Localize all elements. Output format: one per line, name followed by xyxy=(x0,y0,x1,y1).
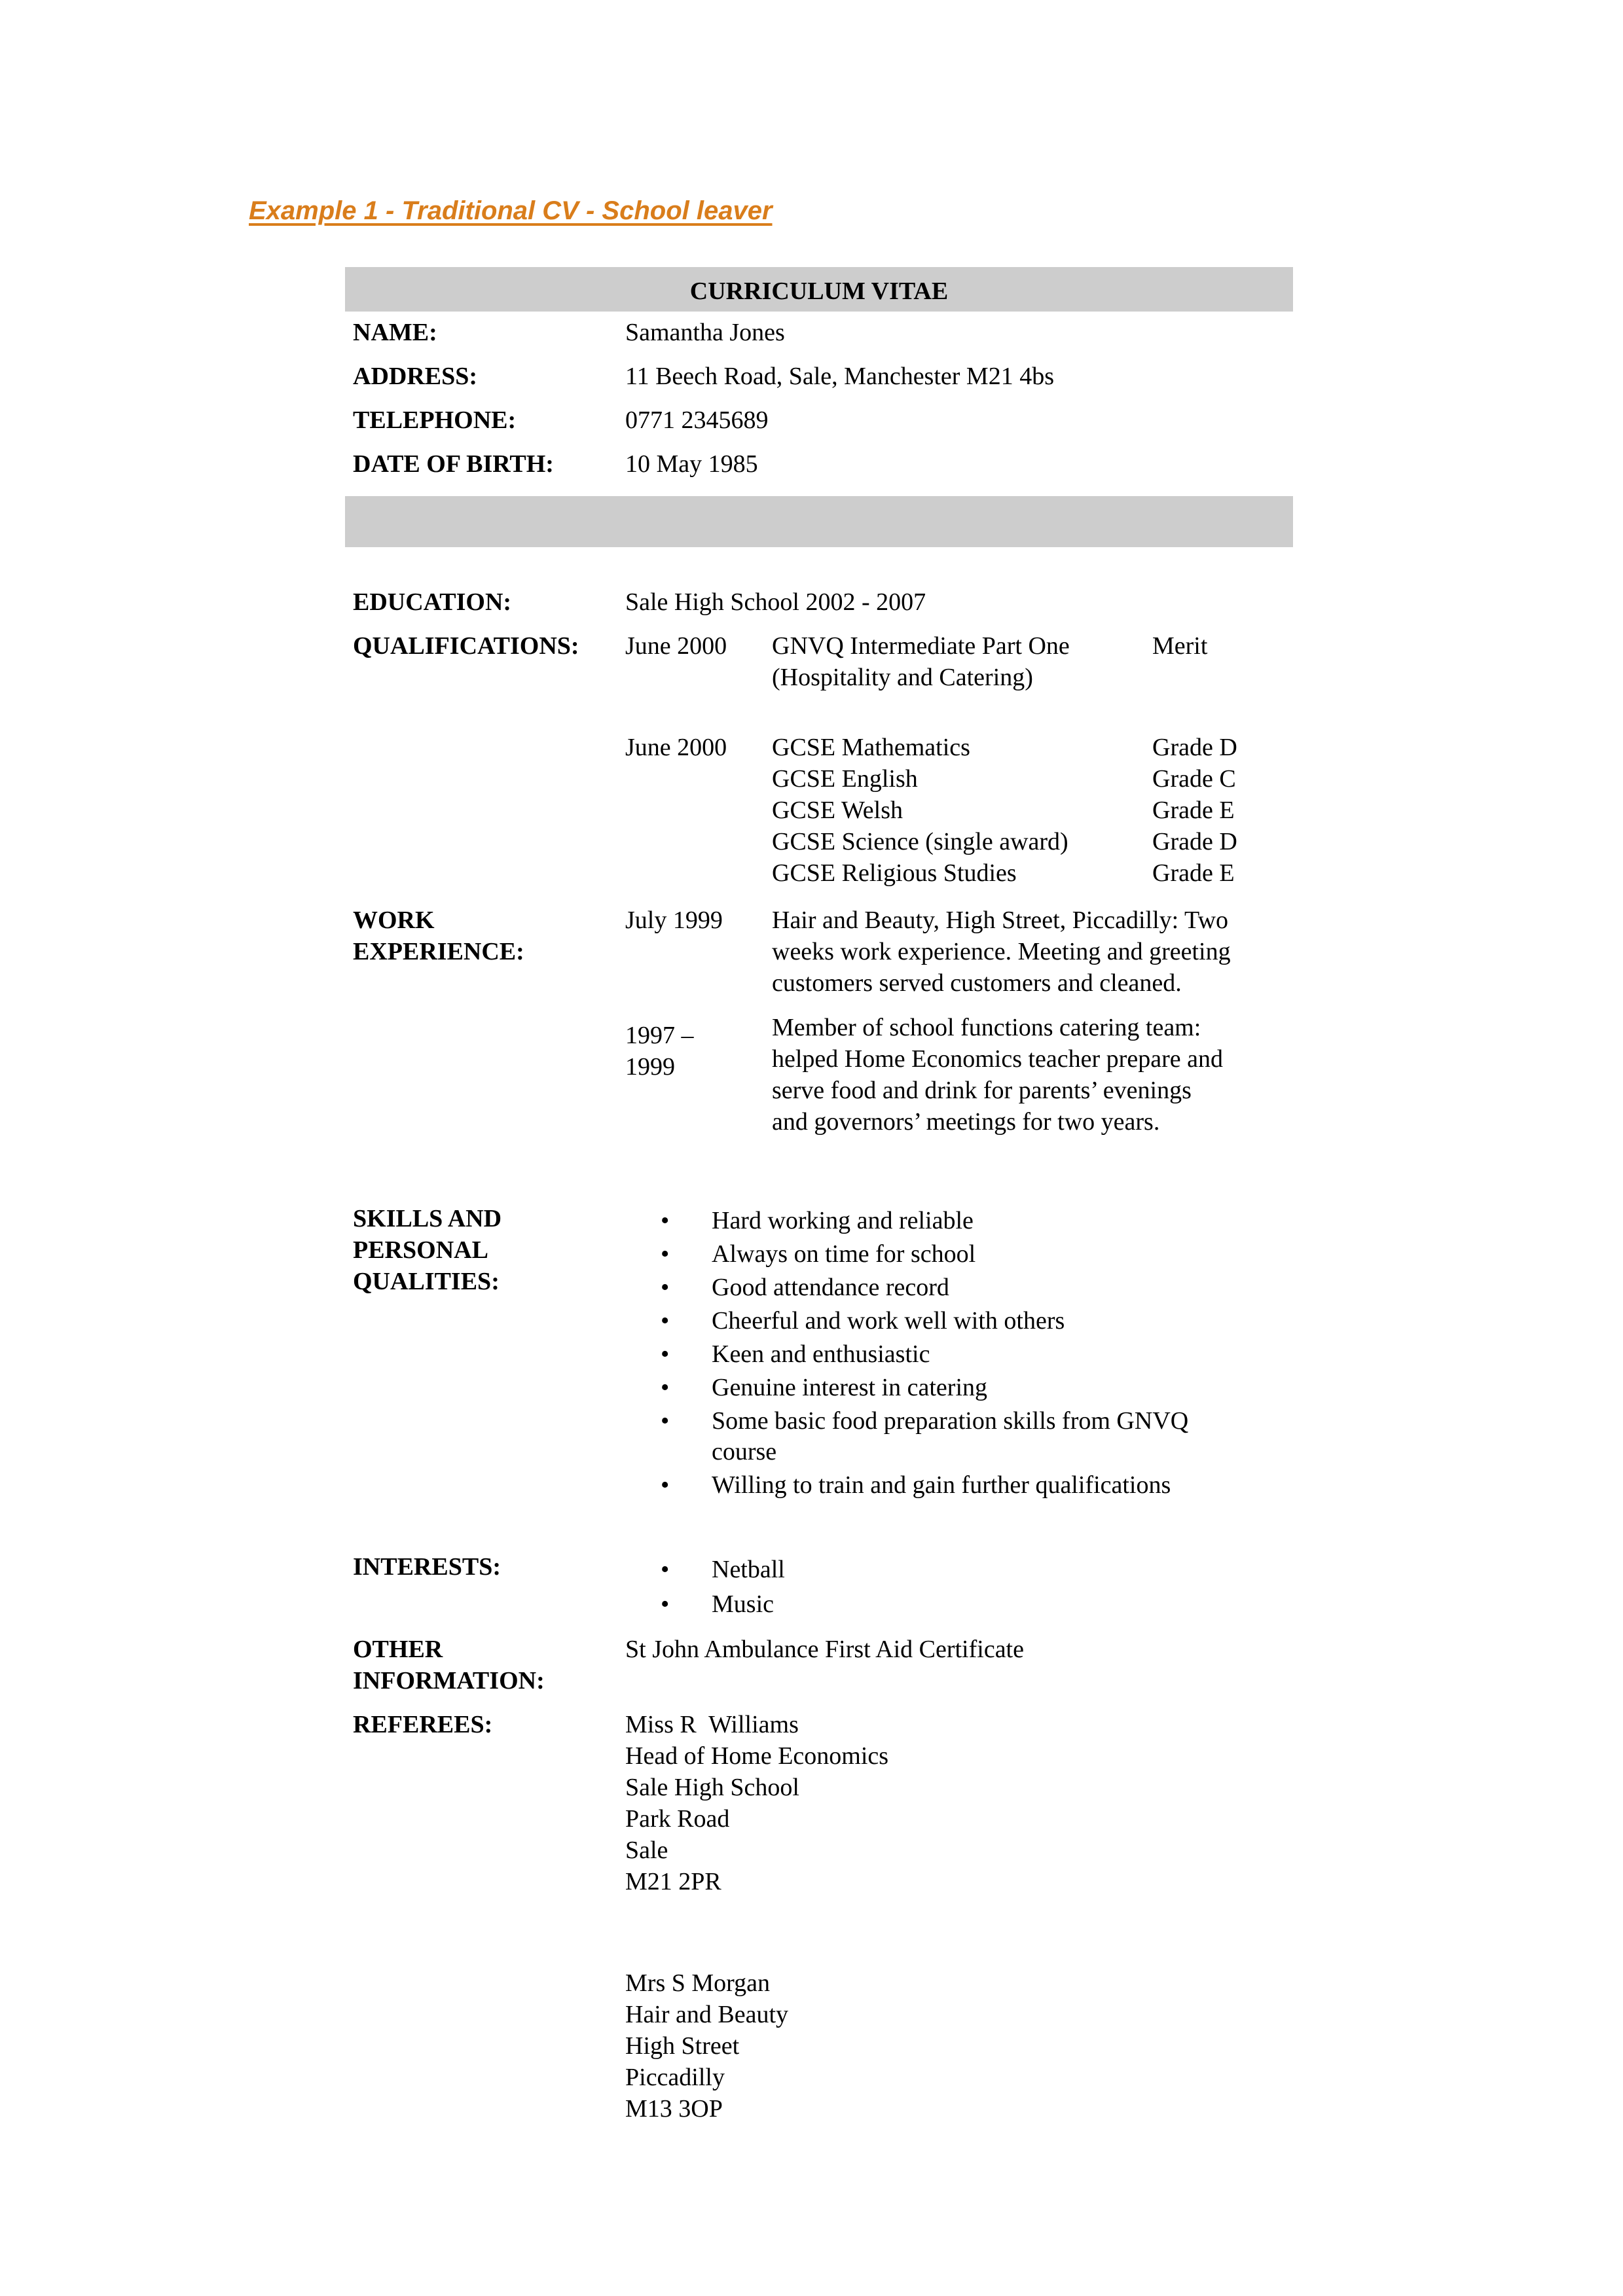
bullet: • xyxy=(661,1471,670,1499)
qualification-grade: Grade D xyxy=(1152,828,1237,855)
skills-label-line: PERSONAL xyxy=(353,1236,488,1264)
referee-line: Sale High School xyxy=(625,1774,799,1801)
work-date-line: 1997 – xyxy=(625,1022,694,1049)
address-value: 11 Beech Road, Sale, Manchester M21 4bs xyxy=(625,363,1054,390)
bullet: • xyxy=(661,1590,670,1618)
dob-value: 10 May 1985 xyxy=(625,450,758,478)
work-label-line: WORK xyxy=(353,906,435,934)
other-information-value: St John Ambulance First Aid Certificate xyxy=(625,1636,1024,1663)
list-item xyxy=(661,1271,1188,1304)
work-entry-date xyxy=(625,905,723,936)
list-item xyxy=(661,1304,1188,1338)
referee-line: M21 2PR xyxy=(625,1868,721,1895)
bullet: • xyxy=(661,1307,670,1335)
skill-text: Keen and enthusiastic xyxy=(712,1340,930,1368)
qualification-subject xyxy=(772,630,1070,693)
bullet: • xyxy=(661,1207,670,1234)
qualifications-label: QUALIFICATIONS: xyxy=(353,632,579,660)
section-divider xyxy=(345,496,1293,547)
list-item xyxy=(661,1405,1188,1469)
list-item xyxy=(661,1469,1188,1502)
skills-label-line: SKILLS AND xyxy=(353,1205,502,1232)
interests-list xyxy=(661,1552,785,1622)
qualification-date: June 2000 xyxy=(625,632,727,660)
bullet: • xyxy=(661,1374,670,1401)
page-heading: Example 1 - Traditional CV - School leaver xyxy=(249,196,773,225)
cv-body xyxy=(345,547,1293,2123)
work-entry-description xyxy=(772,905,1231,999)
cv-document xyxy=(345,267,1293,2123)
bullet: • xyxy=(661,1407,670,1435)
qualification-subject: GCSE Religious Studies xyxy=(772,859,1017,887)
list-item xyxy=(661,1371,1188,1405)
qualification-subject: GCSE Science (single award) xyxy=(772,828,1068,855)
address-label: ADDRESS: xyxy=(353,363,478,390)
list-item xyxy=(661,1238,1188,1271)
list-item xyxy=(661,1338,1188,1371)
work-description-line: weeks work experience. Meeting and greeting xyxy=(772,938,1231,965)
name-label: NAME: xyxy=(353,319,437,346)
qualification-grade: Grade E xyxy=(1152,797,1235,824)
education-label: EDUCATION: xyxy=(353,588,512,616)
skill-text: course xyxy=(712,1438,777,1465)
work-entry-date xyxy=(625,1020,694,1083)
dob-label: DATE OF BIRTH: xyxy=(353,450,554,478)
list-item xyxy=(661,1204,1188,1238)
qualification-grade: Merit xyxy=(1152,632,1208,660)
gcse-grades xyxy=(1152,732,1237,889)
bullet: • xyxy=(661,1240,670,1268)
referee-line: M13 3OP xyxy=(625,2095,723,2123)
referee-line: Sale xyxy=(625,1837,668,1864)
skill-text: Always on time for school xyxy=(712,1240,976,1268)
skill-text: Willing to train and gain further qualifications xyxy=(712,1471,1171,1499)
interest-text: Netball xyxy=(712,1556,785,1583)
interests-label: INTERESTS: xyxy=(353,1553,501,1581)
bullet: • xyxy=(661,1556,670,1583)
referee-address xyxy=(625,1967,788,2125)
qualification-date: June 2000 xyxy=(625,734,727,761)
referee-address xyxy=(625,1709,888,1897)
qualification-grade: Grade D xyxy=(1152,734,1237,761)
qualification-subject-line: GNVQ Intermediate Part One xyxy=(772,632,1070,660)
telephone-label: TELEPHONE: xyxy=(353,406,517,434)
work-entry-description xyxy=(772,1012,1223,1138)
work-description-line: Hair and Beauty, High Street, Piccadilly: Two xyxy=(772,906,1229,934)
telephone-value: 0771 2345689 xyxy=(625,406,769,434)
referee-line: Hair and Beauty xyxy=(625,2001,789,2028)
list-item xyxy=(661,1587,785,1622)
list-item xyxy=(661,1552,785,1587)
work-experience-label xyxy=(353,905,615,967)
work-description-line: customers served customers and cleaned. xyxy=(772,969,1182,997)
skill-text: Hard working and reliable xyxy=(712,1207,974,1234)
skill-text: Cheerful and work well with others xyxy=(712,1307,1065,1335)
skills-label xyxy=(353,1203,615,1297)
interest-text: Music xyxy=(712,1590,774,1618)
work-description-line: serve food and drink for parents’ evenings xyxy=(772,1077,1192,1104)
bullet: • xyxy=(661,1274,670,1301)
qualification-grade: Grade C xyxy=(1152,765,1236,793)
work-date-line: July 1999 xyxy=(625,906,723,934)
skill-text: Good attendance record xyxy=(712,1274,949,1301)
referee-line: Park Road xyxy=(625,1805,730,1833)
skill-text: Some basic food preparation skills from GNVQ xyxy=(712,1407,1189,1435)
gcse-subjects xyxy=(772,732,1068,889)
work-date-line: 1999 xyxy=(625,1053,675,1081)
other-label-line: OTHER xyxy=(353,1636,443,1663)
qualification-subject: GCSE Welsh xyxy=(772,797,903,824)
referee-line: High Street xyxy=(625,2032,740,2060)
skills-list xyxy=(661,1204,1188,1502)
referee-line: Head of Home Economics xyxy=(625,1742,889,1770)
bullet: • xyxy=(661,1340,670,1368)
work-description-line: and governors’ meetings for two years. xyxy=(772,1108,1160,1136)
referees-label: REFEREES: xyxy=(353,1711,493,1738)
work-description-line: helped Home Economics teacher prepare and xyxy=(772,1045,1223,1073)
cv-title-banner: CURRICULUM VITAE xyxy=(345,267,1293,312)
qualification-grade: Grade E xyxy=(1152,859,1235,887)
other-label-line: INFORMATION: xyxy=(353,1667,545,1695)
referee-line: Piccadilly xyxy=(625,2064,725,2091)
education-value: Sale High School 2002 - 2007 xyxy=(625,588,926,616)
qualification-subject: GCSE Mathematics xyxy=(772,734,970,761)
work-description-line: Member of school functions catering team: xyxy=(772,1014,1201,1041)
skill-text: Genuine interest in catering xyxy=(712,1374,988,1401)
referee-line: Mrs S Morgan xyxy=(625,1969,770,1997)
qualification-subject: GCSE English xyxy=(772,765,918,793)
name-value: Samantha Jones xyxy=(625,319,785,346)
personal-details xyxy=(345,312,1293,487)
work-label-line: EXPERIENCE: xyxy=(353,938,524,965)
referee-line: Miss R Williams xyxy=(625,1711,799,1738)
skills-label-line: QUALITIES: xyxy=(353,1268,500,1295)
qualification-subject-line: (Hospitality and Catering) xyxy=(772,664,1033,691)
other-information-label xyxy=(353,1634,615,1696)
